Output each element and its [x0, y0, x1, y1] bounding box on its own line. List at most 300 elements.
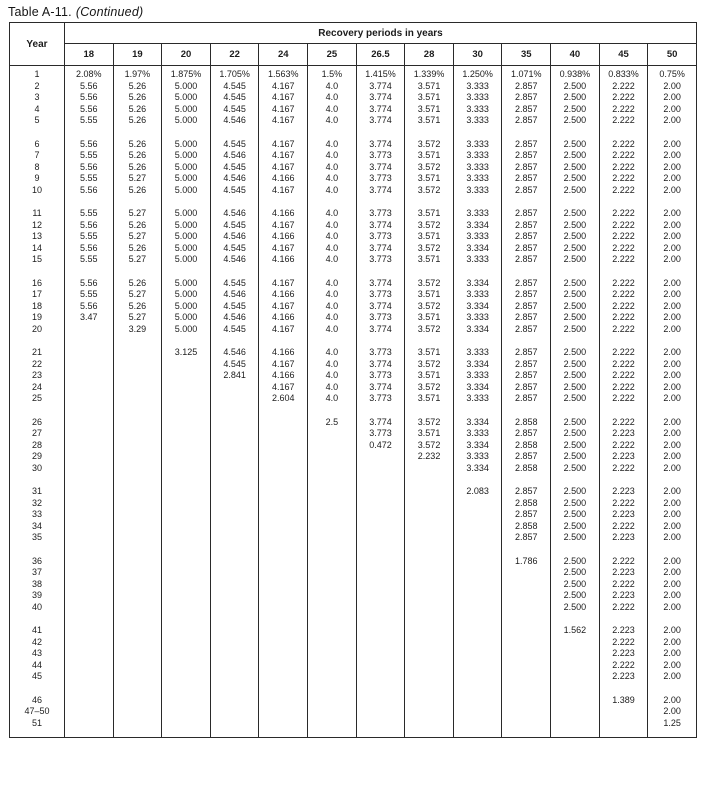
rate-cell: 2.222 — [599, 173, 648, 185]
spacer-cell — [599, 474, 648, 486]
spacer-cell — [599, 127, 648, 139]
recovery-period-column-header: 45 — [599, 44, 648, 66]
rate-cell — [356, 706, 405, 718]
rate-cell — [502, 718, 551, 730]
rate-cell — [162, 440, 211, 452]
year-cell: 10 — [10, 185, 65, 197]
rate-cell: 2.00 — [648, 301, 697, 313]
rate-cell — [356, 625, 405, 637]
rate-cell: 3.333 — [453, 208, 502, 220]
rate-cell: 2.857 — [502, 486, 551, 498]
rate-cell: 2.223 — [599, 648, 648, 660]
rate-cell — [162, 718, 211, 730]
spacer-cell — [502, 196, 551, 208]
spacer-cell — [453, 683, 502, 695]
rate-cell: 3.773 — [356, 150, 405, 162]
rate-cell: 2.500 — [551, 312, 600, 324]
rate-cell: 3.572 — [405, 382, 454, 394]
rate-cell — [308, 602, 357, 614]
rate-cell: 0.472 — [356, 440, 405, 452]
rate-cell: 3.571 — [405, 150, 454, 162]
column-header-row — [10, 44, 697, 66]
rate-cell: 3.572 — [405, 162, 454, 174]
rate-cell: 2.00 — [648, 324, 697, 336]
spacer-cell — [356, 335, 405, 347]
rate-cell: 5.56 — [65, 301, 114, 313]
rate-cell: 4.0 — [308, 382, 357, 394]
rate-cell — [308, 718, 357, 730]
rate-cell: 2.500 — [551, 185, 600, 197]
rate-cell — [259, 532, 308, 544]
rate-cell — [308, 498, 357, 510]
rate-cell — [113, 451, 162, 463]
spacer-cell — [599, 544, 648, 556]
rate-cell: 2.857 — [502, 370, 551, 382]
table-row — [10, 301, 697, 313]
spacer-cell — [259, 335, 308, 347]
rate-cell: 5.000 — [162, 208, 211, 220]
year-cell: 26 — [10, 417, 65, 429]
year-cell: 39 — [10, 590, 65, 602]
year-cell: 8 — [10, 162, 65, 174]
rate-cell — [405, 521, 454, 533]
table-row — [10, 254, 697, 266]
rate-cell: 5.000 — [162, 289, 211, 301]
spacer-cell — [405, 196, 454, 208]
rate-cell: 3.571 — [405, 393, 454, 405]
rate-cell: 2.00 — [648, 579, 697, 591]
rate-cell: 5.26 — [113, 139, 162, 151]
rate-cell — [259, 579, 308, 591]
rate-cell — [113, 556, 162, 568]
rate-cell — [210, 486, 259, 498]
rate-cell: 4.0 — [308, 104, 357, 116]
rate-cell: 2.222 — [599, 498, 648, 510]
table-row — [10, 173, 697, 185]
spacer-cell — [599, 405, 648, 417]
spacer-cell — [648, 405, 697, 417]
rate-cell — [405, 706, 454, 718]
rate-cell: 2.222 — [599, 92, 648, 104]
rate-cell: 4.0 — [308, 301, 357, 313]
spacer-cell — [599, 613, 648, 625]
rate-cell — [502, 648, 551, 660]
rate-cell: 2.222 — [599, 278, 648, 290]
spacer-cell — [502, 613, 551, 625]
rate-cell — [405, 509, 454, 521]
rate-cell — [308, 521, 357, 533]
spacer-cell — [356, 683, 405, 695]
rate-cell — [259, 509, 308, 521]
spacer-cell — [210, 544, 259, 556]
rate-cell: 2.500 — [551, 451, 600, 463]
depreciation-rate-table — [9, 22, 697, 738]
rate-cell: 2.223 — [599, 532, 648, 544]
rate-cell — [113, 393, 162, 405]
rate-cell: 0.938% — [551, 69, 600, 81]
spacer-cell — [259, 405, 308, 417]
rate-cell — [162, 382, 211, 394]
rate-cell: 3.773 — [356, 347, 405, 359]
table-row — [10, 115, 697, 127]
spacer-cell — [10, 613, 65, 625]
rate-cell — [259, 451, 308, 463]
spacer-cell — [259, 544, 308, 556]
rate-cell: 2.857 — [502, 312, 551, 324]
spacer-row — [10, 335, 697, 347]
rate-cell — [453, 660, 502, 672]
rate-cell — [308, 695, 357, 707]
rate-cell: 2.857 — [502, 139, 551, 151]
rate-cell: 2.00 — [648, 370, 697, 382]
rate-cell — [65, 498, 114, 510]
rate-cell: 4.166 — [259, 370, 308, 382]
table-row — [10, 695, 697, 707]
spacer-row — [10, 127, 697, 139]
rate-cell: 4.0 — [308, 231, 357, 243]
spacer-cell — [405, 335, 454, 347]
rate-cell: 5.55 — [65, 231, 114, 243]
rate-cell — [113, 567, 162, 579]
spacer-cell — [308, 729, 357, 738]
spacer-cell — [113, 196, 162, 208]
rate-cell: 2.857 — [502, 185, 551, 197]
rate-cell — [113, 463, 162, 475]
rate-cell — [162, 590, 211, 602]
spacer-cell — [551, 544, 600, 556]
table-row — [10, 208, 697, 220]
rate-cell — [356, 637, 405, 649]
spacer-cell — [356, 729, 405, 738]
rate-cell: 1.250% — [453, 69, 502, 81]
year-cell: 33 — [10, 509, 65, 521]
rate-cell — [65, 463, 114, 475]
recovery-period-column-header: 22 — [210, 44, 259, 66]
rate-cell: 5.26 — [113, 243, 162, 255]
rate-cell: 3.774 — [356, 278, 405, 290]
rate-cell: 5.26 — [113, 278, 162, 290]
rate-cell — [502, 637, 551, 649]
rate-cell: 2.00 — [648, 417, 697, 429]
rate-cell — [162, 428, 211, 440]
rate-cell — [259, 706, 308, 718]
rate-cell: 3.774 — [356, 301, 405, 313]
rate-cell: 3.334 — [453, 278, 502, 290]
rate-cell: 2.00 — [648, 173, 697, 185]
rate-cell: 2.223 — [599, 428, 648, 440]
rate-cell — [65, 393, 114, 405]
rate-cell: 4.0 — [308, 347, 357, 359]
rate-cell: 5.000 — [162, 139, 211, 151]
rate-cell: 2.223 — [599, 486, 648, 498]
rate-cell: 3.125 — [162, 347, 211, 359]
rate-cell — [162, 579, 211, 591]
rate-cell — [113, 660, 162, 672]
rate-cell — [356, 521, 405, 533]
rate-cell: 5.000 — [162, 220, 211, 232]
rate-cell — [551, 660, 600, 672]
rate-cell — [113, 509, 162, 521]
rate-cell — [113, 648, 162, 660]
rate-cell — [356, 602, 405, 614]
recovery-period-column-header: 25 — [308, 44, 357, 66]
rate-cell: 2.222 — [599, 185, 648, 197]
rate-cell — [65, 417, 114, 429]
table-row — [10, 347, 697, 359]
rate-cell: 2.500 — [551, 498, 600, 510]
rate-cell: 2.00 — [648, 231, 697, 243]
year-cell: 22 — [10, 359, 65, 371]
rate-cell: 5.26 — [113, 115, 162, 127]
rate-cell — [259, 486, 308, 498]
rate-cell — [65, 428, 114, 440]
rate-cell — [65, 602, 114, 614]
rate-cell — [356, 718, 405, 730]
rate-cell — [308, 637, 357, 649]
rate-cell: 3.773 — [356, 370, 405, 382]
rate-cell — [65, 648, 114, 660]
rate-cell: 3.333 — [453, 173, 502, 185]
year-cell: 9 — [10, 173, 65, 185]
spacer-cell — [405, 613, 454, 625]
rate-cell: 2.857 — [502, 81, 551, 93]
rate-cell: 2.604 — [259, 393, 308, 405]
header-row-top — [10, 23, 697, 44]
rate-cell: 2.222 — [599, 208, 648, 220]
table-row — [10, 440, 697, 452]
rate-cell — [162, 417, 211, 429]
rate-cell: 3.333 — [453, 231, 502, 243]
rate-cell — [210, 417, 259, 429]
year-cell: 38 — [10, 579, 65, 591]
table-row — [10, 312, 697, 324]
rate-cell — [356, 660, 405, 672]
spacer-row — [10, 544, 697, 556]
rate-cell: 2.00 — [648, 451, 697, 463]
rate-cell: 2.500 — [551, 382, 600, 394]
spacer-cell — [551, 474, 600, 486]
year-cell: 18 — [10, 301, 65, 313]
spacer-cell — [502, 335, 551, 347]
rate-cell: 4.546 — [210, 347, 259, 359]
rate-cell: 3.774 — [356, 243, 405, 255]
rate-cell: 2.500 — [551, 463, 600, 475]
rate-cell — [162, 486, 211, 498]
rate-cell: 2.500 — [551, 139, 600, 151]
table-row — [10, 81, 697, 93]
rate-cell: 2.222 — [599, 393, 648, 405]
rate-cell: 5.000 — [162, 231, 211, 243]
rate-cell: 2.857 — [502, 104, 551, 116]
year-cell: 2 — [10, 81, 65, 93]
rate-cell: 2.500 — [551, 509, 600, 521]
rate-cell: 5.27 — [113, 254, 162, 266]
rate-cell — [65, 324, 114, 336]
rate-cell — [162, 602, 211, 614]
rate-cell — [210, 393, 259, 405]
spacer-cell — [210, 613, 259, 625]
rate-cell: 3.572 — [405, 139, 454, 151]
rate-cell — [65, 509, 114, 521]
year-cell: 37 — [10, 567, 65, 579]
spacer-cell — [648, 474, 697, 486]
table-row — [10, 370, 697, 382]
rate-cell: 5.000 — [162, 173, 211, 185]
rate-cell: 4.0 — [308, 393, 357, 405]
rate-cell: 2.222 — [599, 162, 648, 174]
table-row — [10, 706, 697, 718]
rate-cell — [210, 718, 259, 730]
rate-cell: 2.222 — [599, 521, 648, 533]
spacer-cell — [259, 729, 308, 738]
rate-cell — [356, 567, 405, 579]
rate-cell — [113, 382, 162, 394]
rate-cell — [113, 440, 162, 452]
rate-cell — [210, 706, 259, 718]
rate-cell — [308, 428, 357, 440]
rate-cell: 4.545 — [210, 185, 259, 197]
rate-cell — [65, 695, 114, 707]
year-cell: 44 — [10, 660, 65, 672]
rate-cell: 3.334 — [453, 417, 502, 429]
rate-cell — [162, 637, 211, 649]
rate-cell: 4.545 — [210, 359, 259, 371]
rate-cell: 2.857 — [502, 150, 551, 162]
rate-cell: 2.857 — [502, 278, 551, 290]
spacer-cell — [551, 405, 600, 417]
rate-cell: 3.773 — [356, 289, 405, 301]
rate-cell: 2.500 — [551, 254, 600, 266]
rate-cell: 5.27 — [113, 173, 162, 185]
table-row — [10, 451, 697, 463]
spacer-cell — [65, 729, 114, 738]
spacer-row — [10, 405, 697, 417]
spacer-cell — [405, 729, 454, 738]
rate-cell — [453, 625, 502, 637]
spacer-cell — [113, 266, 162, 278]
rate-cell: 2.857 — [502, 243, 551, 255]
rate-cell: 2.222 — [599, 463, 648, 475]
recovery-period-column-header: 20 — [162, 44, 211, 66]
rate-cell — [259, 428, 308, 440]
rate-cell: 2.500 — [551, 556, 600, 568]
rate-cell — [65, 579, 114, 591]
rate-cell: 2.222 — [599, 312, 648, 324]
rate-cell: 3.333 — [453, 254, 502, 266]
rate-cell: 2.00 — [648, 521, 697, 533]
rate-cell: 3.334 — [453, 359, 502, 371]
rate-cell: 5.000 — [162, 254, 211, 266]
rate-cell: 4.167 — [259, 104, 308, 116]
rate-cell: 2.00 — [648, 590, 697, 602]
rate-cell: 2.222 — [599, 556, 648, 568]
rate-cell: 1.071% — [502, 69, 551, 81]
rate-cell — [113, 637, 162, 649]
rate-cell: 2.00 — [648, 498, 697, 510]
recovery-periods-header: Recovery periods in years — [65, 23, 697, 44]
rate-cell: 2.858 — [502, 417, 551, 429]
rate-cell: 5.000 — [162, 162, 211, 174]
rate-cell: 4.166 — [259, 173, 308, 185]
rate-cell — [453, 556, 502, 568]
rate-cell — [65, 486, 114, 498]
rate-cell: 4.546 — [210, 115, 259, 127]
rate-cell: 3.572 — [405, 278, 454, 290]
rate-cell — [113, 602, 162, 614]
rate-cell: 2.222 — [599, 579, 648, 591]
spacer-cell — [405, 127, 454, 139]
recovery-period-column-header: 40 — [551, 44, 600, 66]
rate-cell: 2.858 — [502, 498, 551, 510]
rate-cell — [356, 498, 405, 510]
year-cell: 31 — [10, 486, 65, 498]
rate-cell: 3.334 — [453, 243, 502, 255]
spacer-cell — [113, 474, 162, 486]
rate-cell: 3.774 — [356, 139, 405, 151]
rate-cell: 2.223 — [599, 671, 648, 683]
year-column-header: Year — [10, 23, 65, 66]
spacer-cell — [599, 683, 648, 695]
year-cell: 46 — [10, 695, 65, 707]
rate-cell: 3.774 — [356, 81, 405, 93]
rate-cell: 2.222 — [599, 301, 648, 313]
rate-cell: 3.773 — [356, 231, 405, 243]
table-row — [10, 486, 697, 498]
rate-cell: 2.00 — [648, 289, 697, 301]
rate-cell — [210, 671, 259, 683]
rate-cell — [453, 671, 502, 683]
rate-cell: 5.55 — [65, 208, 114, 220]
rate-cell — [259, 590, 308, 602]
rate-cell: 3.571 — [405, 81, 454, 93]
rate-cell: 2.500 — [551, 370, 600, 382]
spacer-cell — [65, 335, 114, 347]
year-cell: 12 — [10, 220, 65, 232]
rate-cell: 2.857 — [502, 347, 551, 359]
rate-cell: 2.00 — [648, 428, 697, 440]
rate-cell — [308, 625, 357, 637]
spacer-cell — [65, 196, 114, 208]
rate-cell — [210, 509, 259, 521]
table-row — [10, 521, 697, 533]
spacer-cell — [453, 266, 502, 278]
rate-cell — [502, 660, 551, 672]
spacer-cell — [10, 683, 65, 695]
table-title-continued: (Continued) — [75, 5, 144, 19]
spacer-row — [10, 266, 697, 278]
rate-cell: 2.00 — [648, 486, 697, 498]
rate-cell — [453, 648, 502, 660]
rate-cell — [453, 695, 502, 707]
rate-cell: 3.774 — [356, 92, 405, 104]
rate-cell: 3.333 — [453, 104, 502, 116]
rate-cell — [65, 359, 114, 371]
spacer-cell — [10, 729, 65, 738]
rate-cell — [162, 532, 211, 544]
rate-cell: 2.00 — [648, 382, 697, 394]
spacer-cell — [648, 729, 697, 738]
rate-cell: 3.572 — [405, 220, 454, 232]
spacer-cell — [502, 405, 551, 417]
rate-cell — [65, 718, 114, 730]
spacer-cell — [453, 127, 502, 139]
rate-cell: 4.546 — [210, 173, 259, 185]
rate-cell: 5.55 — [65, 254, 114, 266]
rate-cell — [259, 602, 308, 614]
spacer-cell — [259, 474, 308, 486]
rate-cell: 2.5 — [308, 417, 357, 429]
spacer-cell — [502, 266, 551, 278]
